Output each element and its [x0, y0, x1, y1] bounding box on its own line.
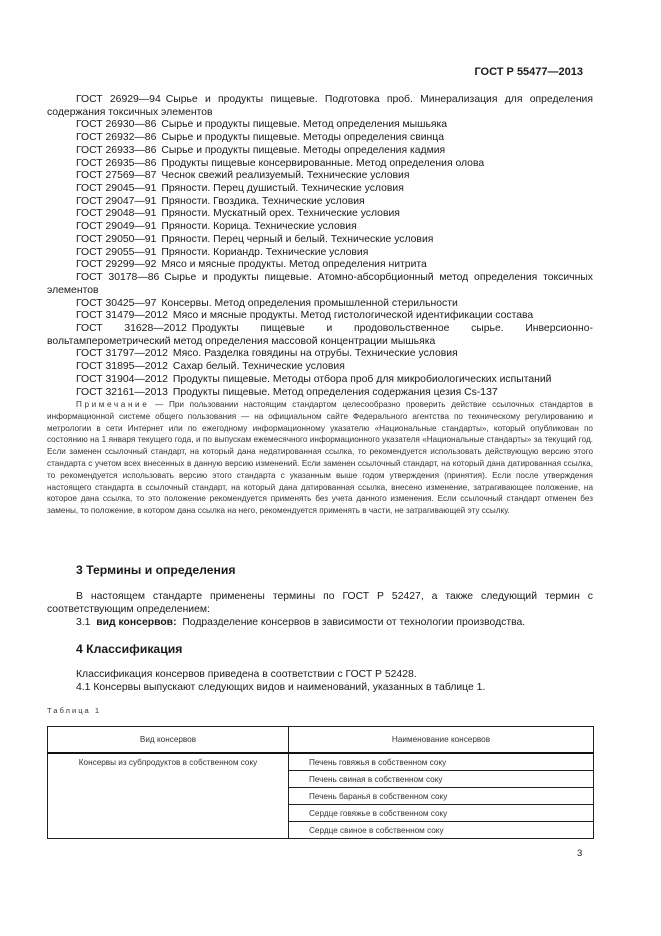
- reference-title: Пряности. Перец черный и белый. Технические условия: [161, 233, 434, 245]
- reference-title: Пряности. Мускатный орех. Технические условия: [161, 208, 400, 220]
- reference-code: ГОСТ 26932—86: [76, 132, 157, 144]
- reference-item: [47, 272, 593, 297]
- reference-title: Сырье и продукты пищевые. Подготовка проб. Минерализация для определения содержания токсичных элементов: [47, 94, 593, 118]
- reference-code: ГОСТ 31797—2012: [76, 348, 168, 360]
- term-definition-text: Подразделение консервов в зависимости от технологии производства.: [182, 617, 526, 628]
- reference-code: ГОСТ 26935—86: [76, 157, 157, 169]
- term-name: вид консервов:: [96, 617, 177, 628]
- section-3-intro: В настоящем стандарте применены термины по ГОСТ Р 52427, а также следующий термин с соответствующим определением:: [47, 591, 593, 615]
- section-4-paragraph-1: Классификация консервов приведена в соответствии с ГОСТ Р 52428.: [76, 669, 417, 680]
- reference-code: ГОСТ 26930—86: [76, 119, 157, 131]
- table-cell-name: Печень свиная в собственном соку: [289, 771, 594, 788]
- reference-code: ГОСТ 30178—86: [76, 272, 160, 284]
- reference-code: ГОСТ 31628—2012: [76, 322, 187, 334]
- reference-item: [47, 170, 593, 183]
- reference-title: Продукты пищевые. Методы отбора проб для микробиологических испытаний: [172, 373, 552, 385]
- reference-code: ГОСТ 30425—97: [76, 297, 157, 309]
- reference-title: Сырье и продукты пищевые. Методы определения кадмия: [161, 144, 446, 156]
- reference-title: Пряности. Корица. Технические условия: [161, 221, 357, 233]
- reference-item: [47, 208, 593, 221]
- page-number: 3: [577, 848, 583, 859]
- note-text: — При пользовании настоящим стандартом целесообразно проверить действие ссылочных стандартов в информационной системе общего пользования — на официальном сайте Федерального агентства по техническому регулированию и метрологии в сети Интернет или по ежегодному информационному указателю «Национальные стандарты», который опубликован по состоянию на 1 января текущего года, и по выпускам ежемесячного информационного указателя «Национальные стандарты» за текущий год. Если заменен ссылочный стандарт, на который дана недатированная ссылка, то рекомендуется использовать действующую версию этого стандарта с учетом всех внесенных в данную версию изменений. Если заменен ссылочный стандарт, на который дана датированная ссылка, то рекомендуется использовать версию этого стандарта с указанным выше годом утверждения (принятия). Если после утверждения настоящего стандарта в ссылочный стандарт, на который дана датированная ссылка, внесено изменение, затрагивающее положение, на которое дана ссылка, то это положение рекомендуется применять без учета данного изменения. Если ссылочный стандарт отменен без замены, то положение, в котором дана ссылка на него, рекомендуется применять в части, не затрагивающей эту ссылку.: [47, 400, 593, 516]
- reference-code: ГОСТ 29045—91: [76, 183, 157, 195]
- note-paragraph: [47, 399, 593, 517]
- reference-code: ГОСТ 27569—87: [76, 170, 157, 182]
- reference-code: ГОСТ 26933—86: [76, 144, 157, 156]
- reference-item: [47, 259, 593, 272]
- term-number: 3.1: [76, 617, 91, 628]
- table-header-kind: Вид консервов: [48, 727, 289, 754]
- reference-code: ГОСТ 26929—94: [76, 94, 161, 105]
- reference-item: [47, 310, 593, 323]
- table-cell-name: Сердце говяжье в собственном соку: [289, 805, 594, 822]
- table-cell-kind: Консервы из субпродуктов в собственном соку: [48, 753, 289, 839]
- reference-item: [47, 348, 593, 361]
- term-definition: [47, 617, 593, 630]
- reference-code: ГОСТ 29049—91: [76, 221, 157, 233]
- note-label: Примечание: [76, 400, 150, 409]
- reference-item: [47, 158, 593, 171]
- reference-item: [47, 298, 593, 311]
- reference-title: Сырье и продукты пищевые. Методы определения свинца: [161, 132, 444, 144]
- reference-item: [47, 374, 593, 387]
- reference-item: [47, 361, 593, 374]
- reference-item: [47, 221, 593, 234]
- reference-code: ГОСТ 29055—91: [76, 246, 157, 258]
- reference-title: Мясо и мясные продукты. Метод гистологической идентификации состава: [172, 310, 534, 322]
- reference-code: ГОСТ 29047—91: [76, 195, 157, 207]
- reference-code: ГОСТ 29299—92: [76, 259, 157, 271]
- reference-title: Мясо. Разделка говядины на отрубы. Технические условия: [172, 348, 458, 360]
- reference-title: Мясо и мясные продукты. Метод определения нитрита: [161, 259, 427, 271]
- reference-title: Чеснок свежий реализуемый. Технические условия: [161, 170, 410, 182]
- reference-code: ГОСТ 29048—91: [76, 208, 157, 220]
- reference-title: Пряности. Кориандр. Технические условия: [161, 246, 369, 258]
- reference-item: [47, 119, 593, 132]
- table-row: [48, 753, 594, 771]
- document-header-id: ГОСТ Р 55477—2013: [474, 66, 583, 78]
- reference-title: Продукты пищевые консервированные. Метод определения олова: [161, 157, 485, 169]
- reference-code: ГОСТ 31895—2012: [76, 361, 168, 373]
- reference-item: [47, 323, 593, 348]
- table-cell-name: Сердце свиное в собственном соку: [289, 822, 594, 839]
- reference-code: ГОСТ 32161—2013: [76, 386, 168, 398]
- reference-item: [47, 234, 593, 247]
- section-4-paragraph-2: 4.1 Консервы выпускают следующих видов и наименований, указанных в таблице 1.: [76, 682, 486, 693]
- table-caption: Таблица 1: [47, 706, 102, 715]
- reference-item: [47, 196, 593, 209]
- reference-item: [47, 387, 593, 400]
- reference-item: [47, 145, 593, 158]
- table-header-row: [48, 727, 594, 754]
- reference-title: Пряности. Гвоздика. Технические условия: [161, 195, 365, 207]
- reference-code: ГОСТ 31479—2012: [76, 310, 168, 322]
- table-cell-name: Печень баранья в собственном соку: [289, 788, 594, 805]
- reference-title: Продукты пищевые и продовольственное сырье. Инверсионно-вольтамперометрический метод определения массовой концентрации мышьяка: [47, 322, 593, 347]
- reference-code: ГОСТ 31904—2012: [76, 373, 168, 385]
- section-3-heading: 3 Термины и определения: [76, 563, 236, 577]
- section-4-heading: 4 Классификация: [76, 642, 183, 656]
- reference-title: Сырье и продукты пищевые. Атомно-абсорбционный метод определения токсичных элементов: [47, 272, 593, 296]
- table-cell-name: Печень говяжья в собственном соку: [289, 753, 594, 771]
- reference-title: Продукты пищевые. Метод определения содержания цезия Cs-137: [172, 386, 498, 398]
- reference-title: Сырье и продукты пищевые. Метод определения мышьяка: [161, 119, 448, 131]
- table-header-name: Наименование консервов: [289, 727, 594, 754]
- reference-item: [47, 132, 593, 145]
- reference-item: [47, 183, 593, 196]
- reference-title: Консервы. Метод определения промышленной стерильности: [161, 297, 458, 309]
- reference-item: [47, 247, 593, 260]
- reference-item: [47, 94, 593, 119]
- normative-references-list: [47, 94, 593, 399]
- reference-title: Пряности. Перец душистый. Технические условия: [161, 183, 404, 195]
- reference-title: Сахар белый. Технические условия: [172, 361, 345, 373]
- table-1: [47, 726, 594, 839]
- reference-code: ГОСТ 29050—91: [76, 233, 157, 245]
